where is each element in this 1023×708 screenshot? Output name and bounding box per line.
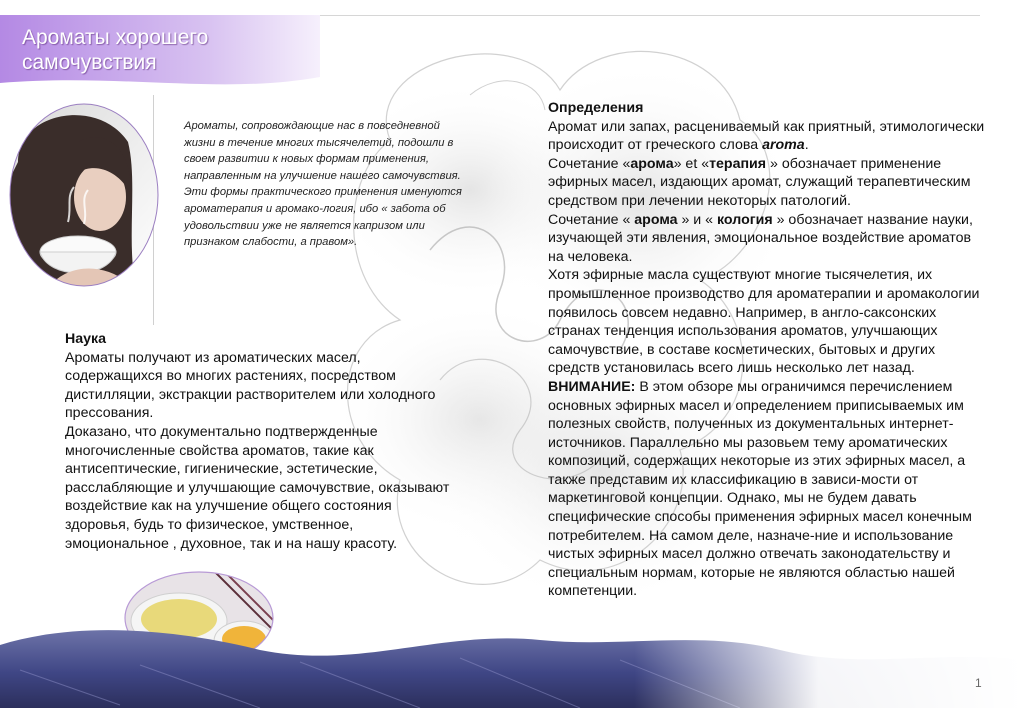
title-line-2: самочувствия: [22, 51, 157, 74]
lavender-field-photo: [0, 610, 1023, 708]
text-run: » и «: [677, 211, 718, 228]
page-number: 1: [975, 676, 982, 690]
page-title: [22, 25, 312, 75]
term-therapy: терапия: [709, 155, 767, 172]
text-run: Сочетание «: [548, 211, 635, 228]
science-heading: Наука: [65, 331, 107, 347]
woman-with-aroma-bowl-photo: [8, 102, 160, 288]
definitions-paragraph-2: [548, 155, 988, 211]
definitions-section: [548, 99, 988, 601]
science-paragraph-1: Ароматы получают из ароматических масел, содержащихся во многих растениях, посредством дистилляции, экстракции растворителем или холодного прессования.: [65, 349, 436, 422]
text-run: В этом обзоре мы ограничимся перечислением основных эфирных масел и определением приписываемых им полезных свойств, полученных из документальных интернет-источников. Параллельно мы разовьем тему ароматических композиций, содержащих некоторые из этих эфирных масел, а также представим их классификацию в зависи-мости от маркетинговой концепции. Однако, мы не будем давать специфические способы применения эфирных масел конечным потребителем. На самом деле, назначе-ние и использование чистых эфирных масел должно отвечать законодательству и специальным нормам, которые не являются областью нашей компетенции.: [548, 378, 972, 600]
definitions-paragraph-5: [548, 378, 988, 601]
text-run: » обозначает применение эфирных масел, издающих аромат, служащий терапевтическим средством при лечении некоторых патологий.: [548, 155, 971, 209]
intro-paragraph: Ароматы, сопровождающие нас в повседневной жизни в течение многих тысячелетий, подошли в своем развитии к новых формам применения, направленным на улучшение нашего самочувствия. Эти формы практического применения именуются ароматерапия и аромако-логия, ибо « забота об удовольствии уже не является капризом или признаком слабости, а правом».: [184, 120, 462, 249]
text-run: » et «: [673, 155, 710, 172]
term-aroma: арома: [630, 155, 674, 172]
text-run: .: [804, 137, 809, 154]
text-run: Аромат или запах, расцениваемый как приятный, этимологически происходит от греческого слова: [548, 118, 985, 154]
aroma-word: aroma: [762, 137, 805, 154]
science-section: [65, 330, 450, 553]
text-run: Сочетание «: [548, 155, 631, 172]
attention-label: ВНИМАНИЕ:: [548, 378, 636, 395]
definitions-paragraph-1: [548, 118, 988, 155]
term-kology: кология: [717, 211, 773, 228]
science-paragraph-2: Доказано, что документально подтвержденные многочисленные свойства ароматов, такие как антисептические, гигиенические, эстетические, расслабляющие и улучшающие самочувствие, оказывают воздействие как на улучшение общего состояния здоровья, будь то физическое, умственное, эмоциональное , духовное, так и на нашу красоту.: [65, 423, 450, 552]
title-line-1: Ароматы хорошего: [22, 26, 209, 49]
definitions-heading: Определения: [548, 100, 644, 116]
definitions-paragraph-4: Хотя эфирные масла существуют многие тысячелетия, их промышленное производство для ароматерапии и аромакологии появилось совсем недавно. Например, в англо-саксонских странах тенденция использования ароматов, улучшающих самочувствие, в составе косметических, бытовых и других средств установилась всего лишь несколько лет назад.: [548, 267, 980, 377]
definitions-paragraph-3: [548, 211, 988, 267]
term-aroma-2: арома: [634, 211, 678, 228]
text-run: » обозначает название науки, изучающей эти явления, эмоциональное воздействие ароматов на человека.: [548, 211, 973, 265]
